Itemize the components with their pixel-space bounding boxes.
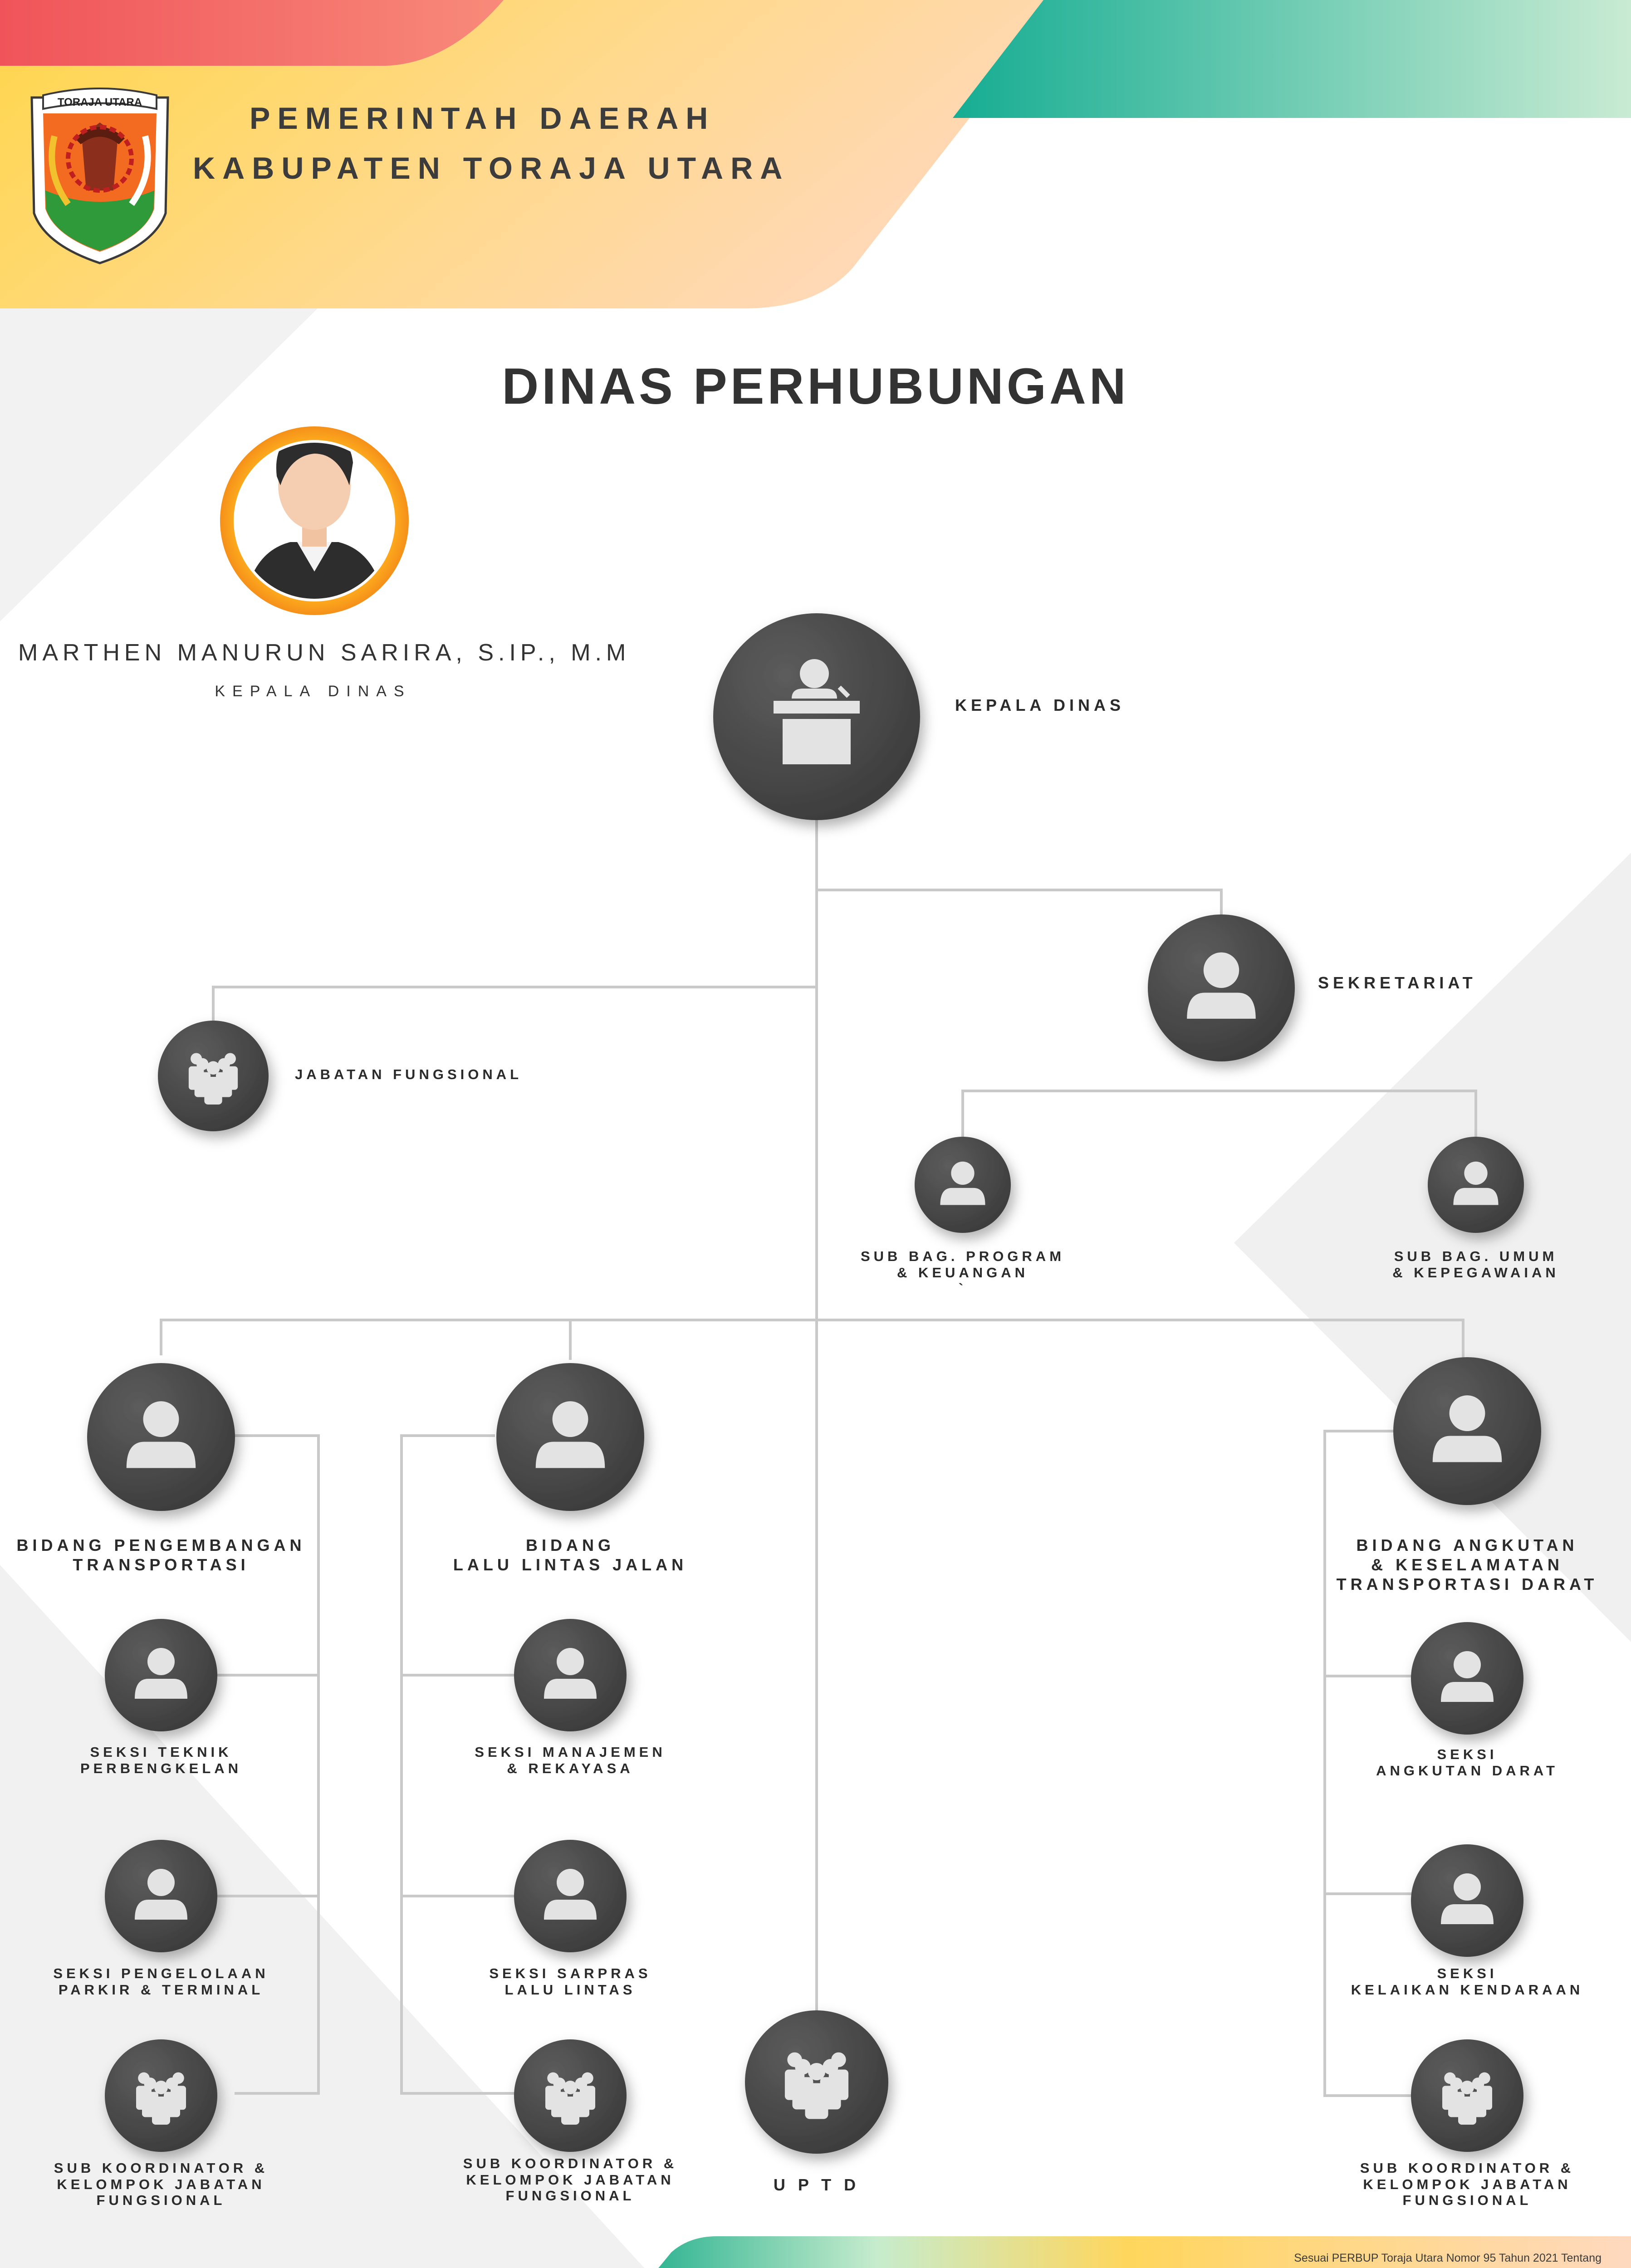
- org-label-line: SUB KOORDINATOR &: [1360, 2160, 1575, 2176]
- org-label-line: & REKAYASA: [507, 1760, 634, 1776]
- org-label-s11: [0, 1744, 388, 1776]
- page-title: DINAS PERHUBUNGAN: [502, 358, 1129, 415]
- org-node-bid1: [87, 1363, 235, 1511]
- org-label-line: & KESELAMATAN: [1371, 1555, 1563, 1574]
- org-label-line: PERBENGKELAN: [80, 1760, 242, 1776]
- org-label-s33: [1240, 2160, 1631, 2209]
- org-label-line: LALU LINTAS: [504, 1981, 636, 1998]
- org-label-line: KELOMPOK JABATAN: [466, 2171, 675, 2188]
- org-label-jabatan: [295, 1066, 522, 1083]
- org-node-kepala: [713, 613, 920, 820]
- org-label-line: & KEUANGAN: [896, 1264, 1029, 1281]
- org-label-s13: [0, 2160, 388, 2209]
- org-label-line: SEKSI PENGELOLAAN: [53, 1965, 269, 1981]
- org-label-subprog: [736, 1248, 1190, 1297]
- org-node-s33: [1411, 2039, 1523, 2152]
- org-label-line: SUB BAG. PROGRAM: [860, 1248, 1065, 1264]
- org-label-line: KELOMPOK JABATAN: [57, 2176, 265, 2192]
- org-label-line: SUB KOORDINATOR &: [54, 2160, 269, 2176]
- org-label-line: BIDANG: [526, 1536, 615, 1554]
- org-node-jabatan: [158, 1021, 269, 1131]
- org-label-line: FUNGSIONAL: [96, 2192, 226, 2209]
- org-node-subumum: [1428, 1137, 1524, 1233]
- org-label-line: TRANSPORTASI: [73, 1555, 250, 1574]
- org-label-line: BIDANG ANGKUTAN: [1356, 1536, 1578, 1554]
- org-node-s21: [514, 1619, 627, 1731]
- org-label-line: PARKIR & TERMINAL: [58, 1981, 264, 1998]
- org-label-kepala: [955, 695, 1125, 715]
- org-node-subprog: [915, 1137, 1011, 1233]
- org-label-s12: [0, 1965, 388, 1998]
- org-label-line: KELAIKAN KENDARAAN: [1351, 1981, 1584, 1998]
- footer-line: [1012, 2266, 1602, 2268]
- org-label-line: U P T D: [773, 2175, 860, 2194]
- org-label-line: `: [958, 1281, 967, 1297]
- org-label-uptd: [590, 2175, 1043, 2195]
- org-label-s21: [343, 1744, 797, 1776]
- org-node-s11: [105, 1619, 217, 1731]
- org-node-bid2: [496, 1363, 644, 1511]
- org-label-line: KEPALA DINAS: [955, 696, 1125, 714]
- svg-text:TORAJA UTARA: TORAJA UTARA: [57, 96, 142, 108]
- org-label-line: & KEPEGAWAIAN: [1392, 1264, 1559, 1281]
- head-photo: [220, 426, 409, 615]
- regency-logo: [32, 88, 168, 263]
- org-label-s31: [1240, 1746, 1631, 1779]
- header-line-1: PEMERINTAH DAERAH: [250, 101, 715, 136]
- org-node-bid3: [1393, 1357, 1541, 1505]
- org-node-s23: [514, 2039, 627, 2152]
- org-node-uptd: [745, 2010, 888, 2154]
- org-label-line: JABATAN FUNGSIONAL: [295, 1066, 523, 1082]
- org-label-line: FUNGSIONAL: [1402, 2192, 1532, 2209]
- org-label-line: SEKSI MANAJEMEN: [475, 1744, 666, 1760]
- footer-line: Sesuai PERBUP Toraja Utara Nomor 95 Tahun 2021 Tentang: [1294, 2252, 1602, 2264]
- org-label-s22: [343, 1965, 797, 1998]
- org-label-line: SEKSI TEKNIK: [90, 1744, 232, 1760]
- org-label-sekretariat: [1318, 973, 1477, 992]
- org-label-line: KELOMPOK JABATAN: [1363, 2176, 1572, 2192]
- org-label-bid1: [0, 1535, 388, 1574]
- org-label-line: FUNGSIONAL: [505, 2188, 635, 2204]
- org-label-line: SEKRETARIAT: [1318, 973, 1477, 992]
- org-label-line: BIDANG PENGEMBANGAN: [16, 1536, 306, 1554]
- org-node-s31: [1411, 1622, 1523, 1735]
- org-node-sekretariat: [1148, 914, 1295, 1061]
- org-label-line: SEKSI SARPRAS: [489, 1965, 651, 1981]
- org-label-line: SEKSI: [1437, 1965, 1498, 1981]
- org-label-line: TRANSPORTASI DARAT: [1336, 1575, 1598, 1594]
- org-node-s12: [105, 1840, 217, 1952]
- org-label-line: SEKSI: [1437, 1746, 1498, 1762]
- org-node-s32: [1411, 1844, 1523, 1957]
- org-label-line: ANGKUTAN DARAT: [1376, 1762, 1558, 1779]
- org-label-bid3: [1240, 1535, 1631, 1594]
- org-node-s13: [105, 2039, 217, 2152]
- org-node-s22: [514, 1840, 627, 1952]
- head-position: KEPALA DINAS: [215, 683, 411, 700]
- head-name: MARTHEN MANURUN SARIRA, S.IP., M.M: [18, 640, 631, 666]
- footer-note: [1012, 2250, 1602, 2268]
- org-label-subumum: [1249, 1248, 1631, 1281]
- org-label-line: SUB KOORDINATOR &: [463, 2156, 678, 2171]
- header-line-2: KABUPATEN TORAJA UTARA: [193, 151, 790, 186]
- org-label-line: LALU LINTAS JALAN: [453, 1555, 688, 1574]
- org-label-s32: [1240, 1965, 1631, 1998]
- org-label-bid2: [343, 1535, 797, 1574]
- org-label-line: SUB BAG. UMUM: [1394, 1248, 1558, 1264]
